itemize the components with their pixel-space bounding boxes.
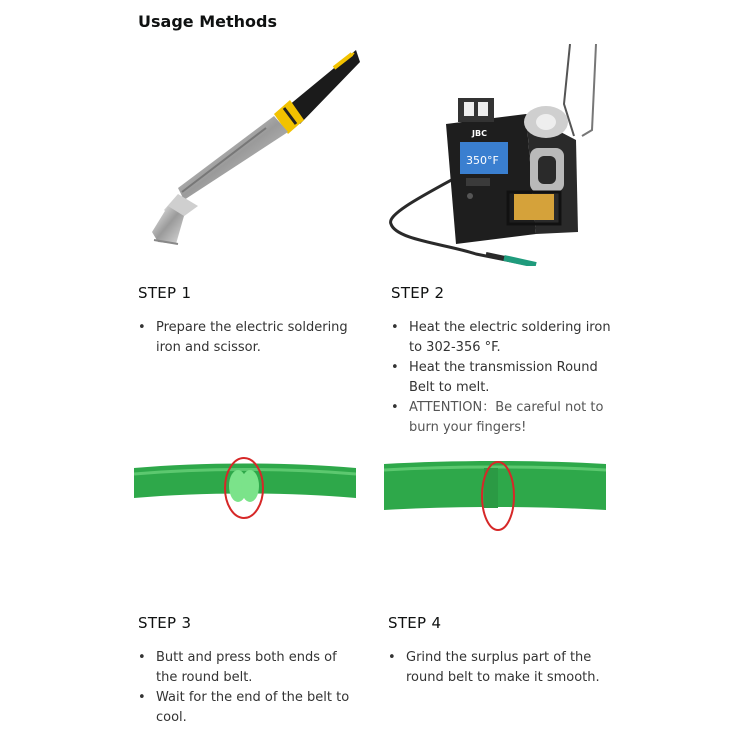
- soldering-iron-image: [138, 44, 360, 254]
- step-3-list: [138, 648, 360, 728]
- step-1-bullet: • Prepare the electric soldering iron and scissor.: [138, 318, 358, 358]
- step-3-bullet: • Butt and press both ends of the round belt.: [138, 648, 360, 688]
- step-3-heading: STEP 3: [138, 614, 192, 632]
- soldering-station-image: [386, 44, 608, 266]
- step-2-bullet: • Heat the electric soldering iron to 302-356 °F.: [391, 318, 613, 358]
- belt-smoothed-image: [384, 452, 606, 536]
- station-brand-logo: JBC: [472, 129, 487, 138]
- step-2-heading: STEP 2: [391, 284, 445, 302]
- station-display-temp: 350°F: [466, 154, 499, 167]
- step-4-heading: STEP 4: [388, 614, 442, 632]
- page-title: Usage Methods: [138, 12, 277, 31]
- step-3-bullet: • Wait for the end of the belt to cool.: [138, 688, 360, 728]
- step-2-bullet: • Heat the transmission Round Belt to melt.: [391, 358, 613, 398]
- step-1-heading: STEP 1: [138, 284, 192, 302]
- step-4-list: [388, 648, 610, 688]
- belt-joined-image: [134, 452, 356, 524]
- step-4-bullet: • Grind the surplus part of the round belt to make it smooth.: [388, 648, 610, 688]
- step-2-list: [391, 318, 613, 438]
- step-2-attention-bullet: • ATTENTION：Be careful not to burn your fingers!: [391, 398, 613, 438]
- step-1-list: [138, 318, 358, 358]
